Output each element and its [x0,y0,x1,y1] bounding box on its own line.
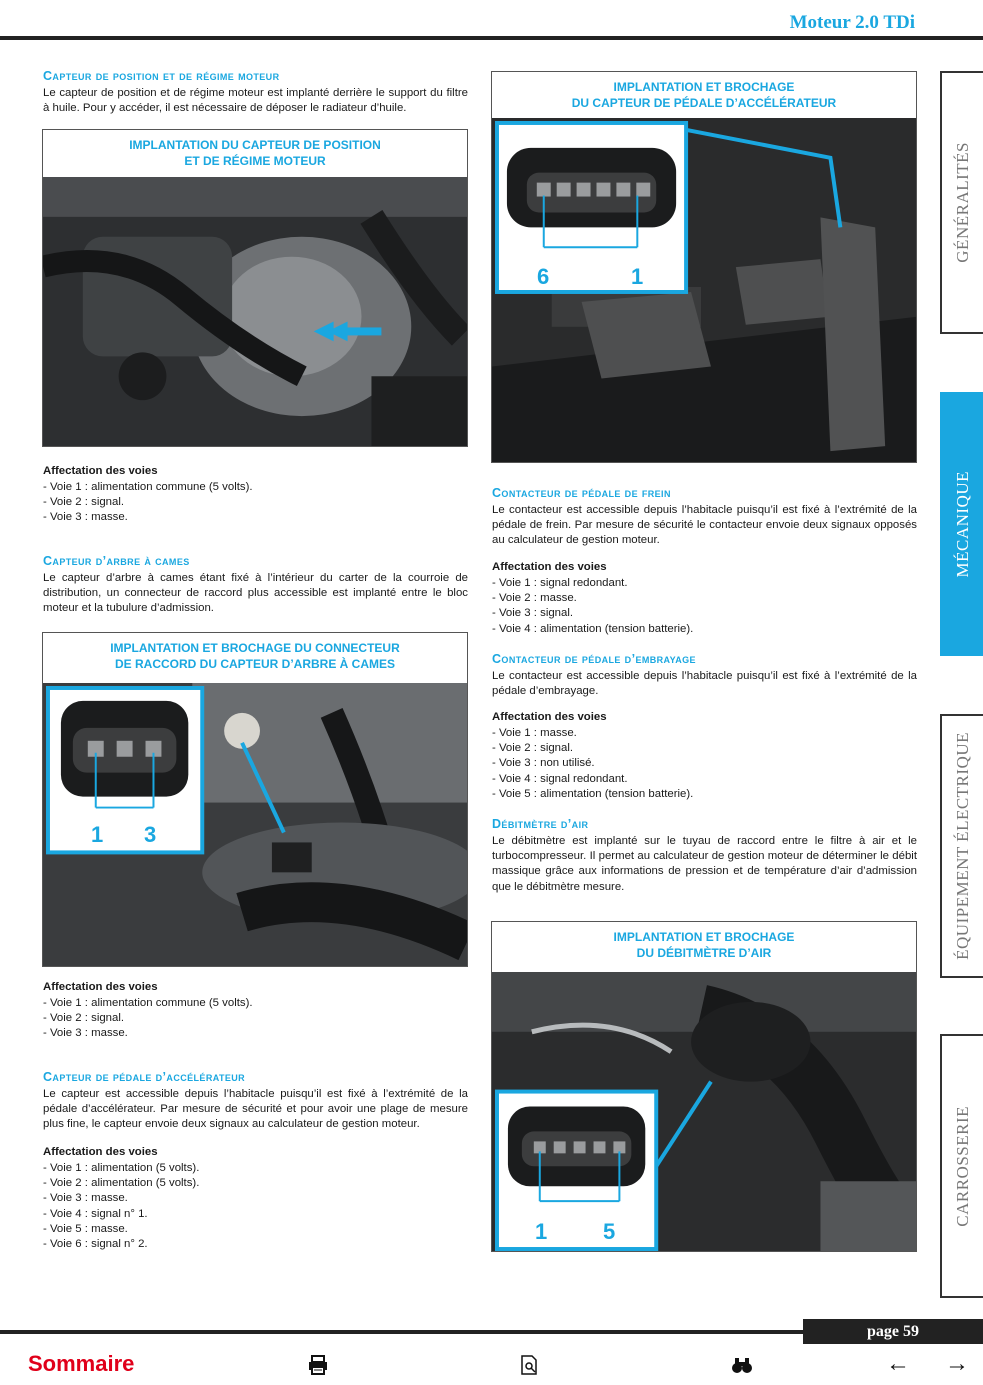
figure-pedale-accelerateur [491,71,917,463]
engine-photo [43,683,467,966]
pin-label-1: 1 [91,822,104,847]
voie-item: - Voie 3 : non utilisé. [492,757,595,770]
page-number: page 59 [803,1319,983,1344]
voies-list [492,726,693,802]
voies-list [43,480,253,526]
figure-debitmetre [491,921,917,1252]
voies-list [492,576,693,637]
voies-list [43,1161,199,1252]
engine-photo [43,177,467,446]
tab-label: ÉQUIPEMENT ÉLECTRIQUE [952,732,972,960]
figure-caption [492,922,916,961]
affectation-title: Affectation des voies [492,711,607,723]
pin-label-5: 5 [603,1219,616,1244]
pin-label-6: 6 [537,264,550,289]
caption-line: IMPLANTATION ET BROCHAGE DU CONNECTEUR [110,641,400,655]
next-page-arrow[interactable]: → [945,1350,969,1377]
pedal-photo [492,118,916,462]
figure-capteur-position [42,129,468,447]
voie-item: - Voie 1 : alimentation (5 volts). [43,1162,200,1174]
heading-debitmetre: Débitmètre d’air [492,817,589,831]
affectation-title: Affectation des voies [492,561,607,573]
voie-item: - Voie 2 : signal. [43,496,125,509]
text-arbre-a-cames: Le capteur d’arbre à cames étant fixé à l’intérieur du carter de la courroie de distribution, un connecteur de raccord plus accessible est implanté entre le bloc moteur et la tubulure d’admission. [43,572,468,615]
printer-icon[interactable] [307,1354,329,1376]
voie-item: - Voie 5 : alimentation (tension batterie). [492,787,694,800]
tab-equipement-electrique[interactable] [940,714,983,978]
header-rule [0,36,983,40]
voie-item: - Voie 4 : signal redondant. [492,772,628,785]
caption-line: IMPLANTATION ET BROCHAGE [613,930,795,944]
tab-label: MÉCANIQUE [952,470,972,578]
voie-item: - Voie 5 : masse. [43,1222,128,1235]
voie-item: - Voie 3 : masse. [43,1027,128,1040]
caption-line: IMPLANTATION DU CAPTEUR DE POSITION [129,138,381,152]
pin-label-1: 1 [631,264,644,289]
voie-item: - Voie 2 : alimentation (5 volts). [43,1177,200,1190]
heading-arbre-a-cames: Capteur d’arbre à cames [43,554,190,568]
figure-arbre-a-cames [42,632,468,967]
voie-item: - Voie 1 : alimentation commune (5 volts). [43,997,253,1009]
voie-item: - Voie 1 : masse. [492,727,577,739]
tab-carrosserie[interactable] [940,1034,983,1298]
tab-label: CARROSSERIE [952,1105,972,1227]
text-pedale-frein: Le contacteur est accessible depuis l’habitacle puisqu’il est fixé à l’extrémité de la pédale de frein. Par mesure de sécurité le contacteur envoie deux signaux opposés au calculateur de gestion moteur. [492,504,917,547]
voie-item: - Voie 3 : masse. [43,511,128,524]
heading-pedale-embrayage: Contacteur de pédale d’embrayage [492,652,696,666]
heading-capteur-position: Capteur de position et de régime moteur [43,69,280,83]
caption-line: DU DÉBITMÈTRE D’AIR [636,946,772,960]
caption-line: IMPLANTATION ET BROCHAGE [613,80,795,94]
affectation-title: Affectation des voies [43,465,158,477]
pin-label-3: 3 [144,822,157,847]
tab-mecanique[interactable] [940,392,983,656]
voie-item: - Voie 4 : alimentation (tension batterie). [492,622,694,635]
text-capteur-position: Le capteur de position et de régime moteur est implanté derrière le support du filtre à huile. Pour y accéder, il est nécessaire de déposer le radiateur d’huile. [43,87,468,115]
text-debitmetre: Le débitmètre est implanté sur le tuyau de raccord entre le filtre à air et le turbocompresseur. Il permet au calculateur de gestion moteur de déterminer le débit massique grâce aux informations de pression et de température d’air d’admission que le débitmètre mesure. [492,835,917,893]
engine-photo [492,972,916,1251]
figure-caption [43,130,467,169]
previous-page-arrow[interactable]: ← [886,1350,910,1377]
pin-label-1: 1 [535,1219,548,1244]
tab-label: GÉNÉRALITÉS [952,142,972,263]
caption-line: ET DE RÉGIME MOTEUR [184,154,326,168]
figure-caption [492,72,916,111]
heading-pedale-frein: Contacteur de pédale de frein [492,486,671,500]
affectation-title: Affectation des voies [43,1146,158,1158]
voies-list [43,996,253,1042]
text-pedale-accelerateur: Le capteur est accessible depuis l’habitacle puisqu’il est fixé à l’extrémité de la pédale d’accélérateur. Par mesure de sécurité et pour avoir une plage de mesure plus fine, le capteur envoie deux signaux au calculateur de gestion moteur. [43,1088,468,1131]
voie-item: - Voie 2 : signal. [492,742,574,755]
voie-item: - Voie 1 : alimentation commune (5 volts). [43,481,253,493]
voie-item: - Voie 3 : masse. [43,1192,128,1205]
document-icon[interactable] [518,1354,540,1376]
caption-line: DE RACCORD DU CAPTEUR D’ARBRE À CAMES [114,657,395,671]
binoculars-icon[interactable] [731,1354,753,1376]
voie-item: - Voie 2 : masse. [492,592,577,605]
figure-caption [43,633,467,672]
voie-item: - Voie 1 : signal redondant. [492,577,628,589]
text-pedale-embrayage: Le contacteur est accessible depuis l’habitacle puisqu’il est fixé à l’extrémité de la pédale d’embrayage. [492,670,917,698]
caption-line: DU CAPTEUR DE PÉDALE D’ACCÉLÉRATEUR [571,96,837,110]
sommaire-link[interactable]: Sommaire [28,1351,135,1376]
voie-item: - Voie 4 : signal n° 1. [43,1207,148,1220]
document-header-title: Moteur 2.0 TDi [789,12,915,33]
voie-item: - Voie 3 : signal. [492,607,574,620]
voie-item: - Voie 6 : signal n° 2. [43,1238,148,1251]
voie-item: - Voie 2 : signal. [43,1012,125,1025]
heading-pedale-accelerateur: Capteur de pédale d’accélérateur [43,1070,246,1084]
tab-generalites[interactable] [940,71,983,334]
affectation-title: Affectation des voies [43,981,158,993]
